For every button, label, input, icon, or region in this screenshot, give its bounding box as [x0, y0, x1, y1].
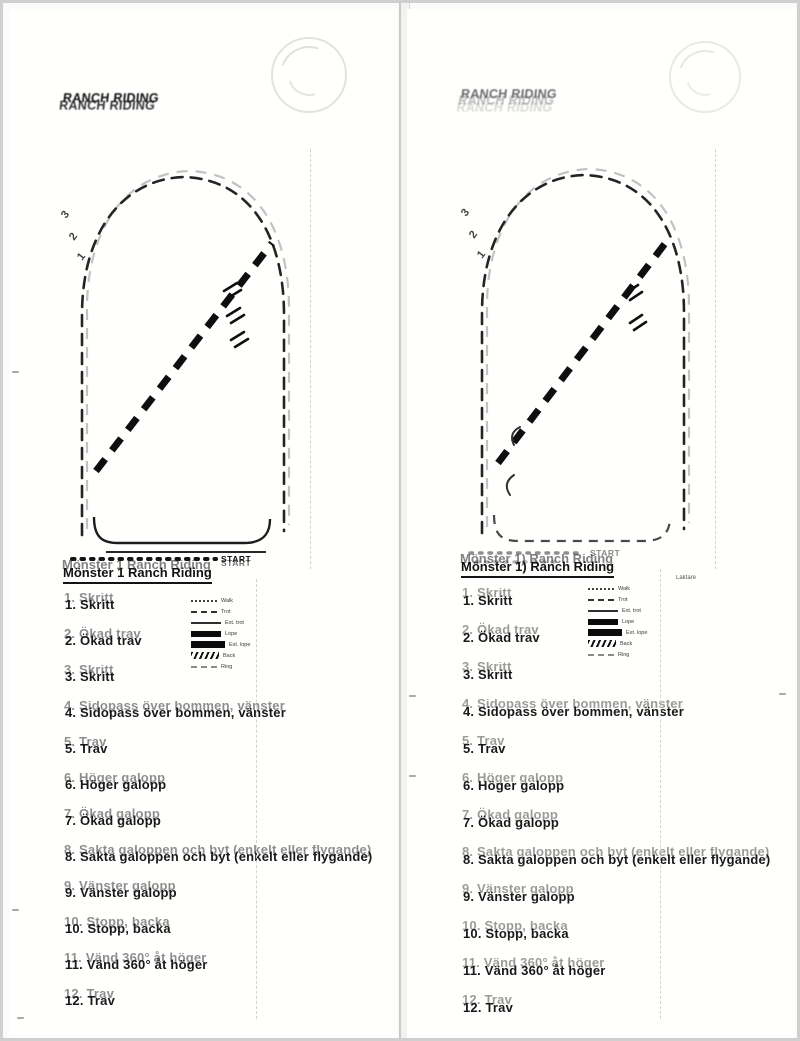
pattern-step: 2. Ökad trav	[65, 633, 142, 648]
pattern-step: 2. Ökad trav	[463, 630, 540, 645]
club-stamp-watermark	[669, 41, 741, 113]
pattern-step: 6. Höger galopp	[463, 778, 565, 793]
club-stamp-watermark	[271, 37, 347, 113]
pattern-step: 4. Sidopass över bommen, vänster	[65, 705, 286, 720]
legend-title	[191, 587, 303, 595]
legend-row: Back	[191, 650, 303, 661]
scan-fold-line	[715, 149, 716, 569]
legend-row: Walk	[588, 583, 700, 594]
pattern-step: 7. Ökad galopp	[463, 815, 559, 830]
pattern-step: 10. Stopp, backa	[463, 926, 569, 941]
pattern-step: 9. Vänster galopp	[463, 889, 575, 904]
start-label: START	[590, 548, 621, 558]
ranch-riding-logo: RANCH RIDING	[460, 86, 558, 102]
legend-row: Ext. lope	[588, 627, 700, 638]
pattern-step: 10. Stopp, backa	[65, 921, 171, 936]
pattern-step: 6. Höger galopp	[65, 777, 167, 792]
scan-fold-line	[660, 569, 661, 1019]
pattern-diagram	[58, 133, 308, 563]
diagonal-rope-obstacle	[498, 237, 670, 463]
scan-artifact	[409, 775, 416, 777]
pattern-step: 11. Vänd 360° åt höger	[65, 957, 208, 972]
scan-artifact	[17, 1017, 24, 1019]
pattern-step: 5. Trav	[65, 741, 108, 756]
scan-artifact	[12, 909, 19, 911]
pattern-step: 12. Trav	[65, 993, 116, 1008]
pattern-step: 8. Sakta galoppen och byt (enkelt eller flygande)	[463, 852, 771, 867]
legend-row: Trot	[588, 594, 700, 605]
legend-row: Ext. trot	[588, 605, 700, 616]
arena-bottom-rail	[94, 517, 270, 543]
start-label: START	[221, 554, 252, 564]
legend-row: Lope	[588, 616, 700, 627]
pattern-steps	[65, 597, 385, 1029]
pattern-step: 3. Skritt	[65, 669, 115, 684]
legend-row: Lope	[191, 628, 303, 639]
ranch-riding-logo: RANCH RIDING	[62, 90, 160, 106]
step-marker: 3	[58, 208, 73, 221]
pattern-steps	[463, 593, 783, 1037]
legend-row: Ext. lope	[191, 639, 303, 650]
scan-fold-line	[310, 149, 311, 569]
scan-artifact	[12, 371, 19, 373]
legend-row: Ring	[588, 649, 700, 660]
pattern-step: 8. Sakta galoppen och byt (enkelt eller flygande)	[65, 849, 373, 864]
arena-bottom-rail	[494, 515, 670, 541]
pattern-step: 12. Trav	[463, 1000, 514, 1015]
pattern-step: 4. Sidopass över bommen, vänster	[463, 704, 684, 719]
pattern-step: 3. Skritt	[463, 667, 513, 682]
pattern-title: Mönster 1) Ranch Riding	[461, 559, 614, 578]
legend-row: Walk	[191, 595, 303, 606]
legend-row: Ring	[191, 661, 303, 672]
diagonal-rope-obstacle	[96, 243, 272, 471]
right-page	[407, 9, 795, 1038]
walk-line-icon	[588, 588, 614, 590]
legend-row: Ext. trot	[191, 617, 303, 628]
pattern-step: 1. Skritt	[65, 597, 115, 612]
pattern-title: Mönster 1 Ranch Riding	[63, 565, 212, 584]
pattern-step: 11. Vänd 360° åt höger	[463, 963, 606, 978]
pattern-step: 7. Ökad galopp	[65, 813, 161, 828]
legend-row: Back	[588, 638, 700, 649]
step-marker: 1	[74, 250, 89, 263]
legend-title: Läktare	[675, 575, 696, 581]
step-marker: 1	[474, 248, 489, 261]
pattern-diagram	[458, 131, 708, 561]
scan-fold-line	[256, 579, 257, 1019]
step-marker: 2	[466, 228, 481, 241]
scan-artifact	[409, 695, 416, 697]
sidepass-hatch-marks	[224, 283, 248, 347]
sidepass-hatch-marks	[626, 285, 646, 330]
left-page	[9, 9, 397, 1038]
step-marker: 2	[66, 230, 81, 243]
pattern-step: 5. Trav	[463, 741, 506, 756]
step-marker: 3	[458, 206, 473, 219]
pattern-step: 9. Vänster galopp	[65, 885, 177, 900]
scan-artifact	[779, 693, 786, 695]
legend-row: Trot	[191, 606, 303, 617]
pattern-step: 1. Skritt	[463, 593, 513, 608]
